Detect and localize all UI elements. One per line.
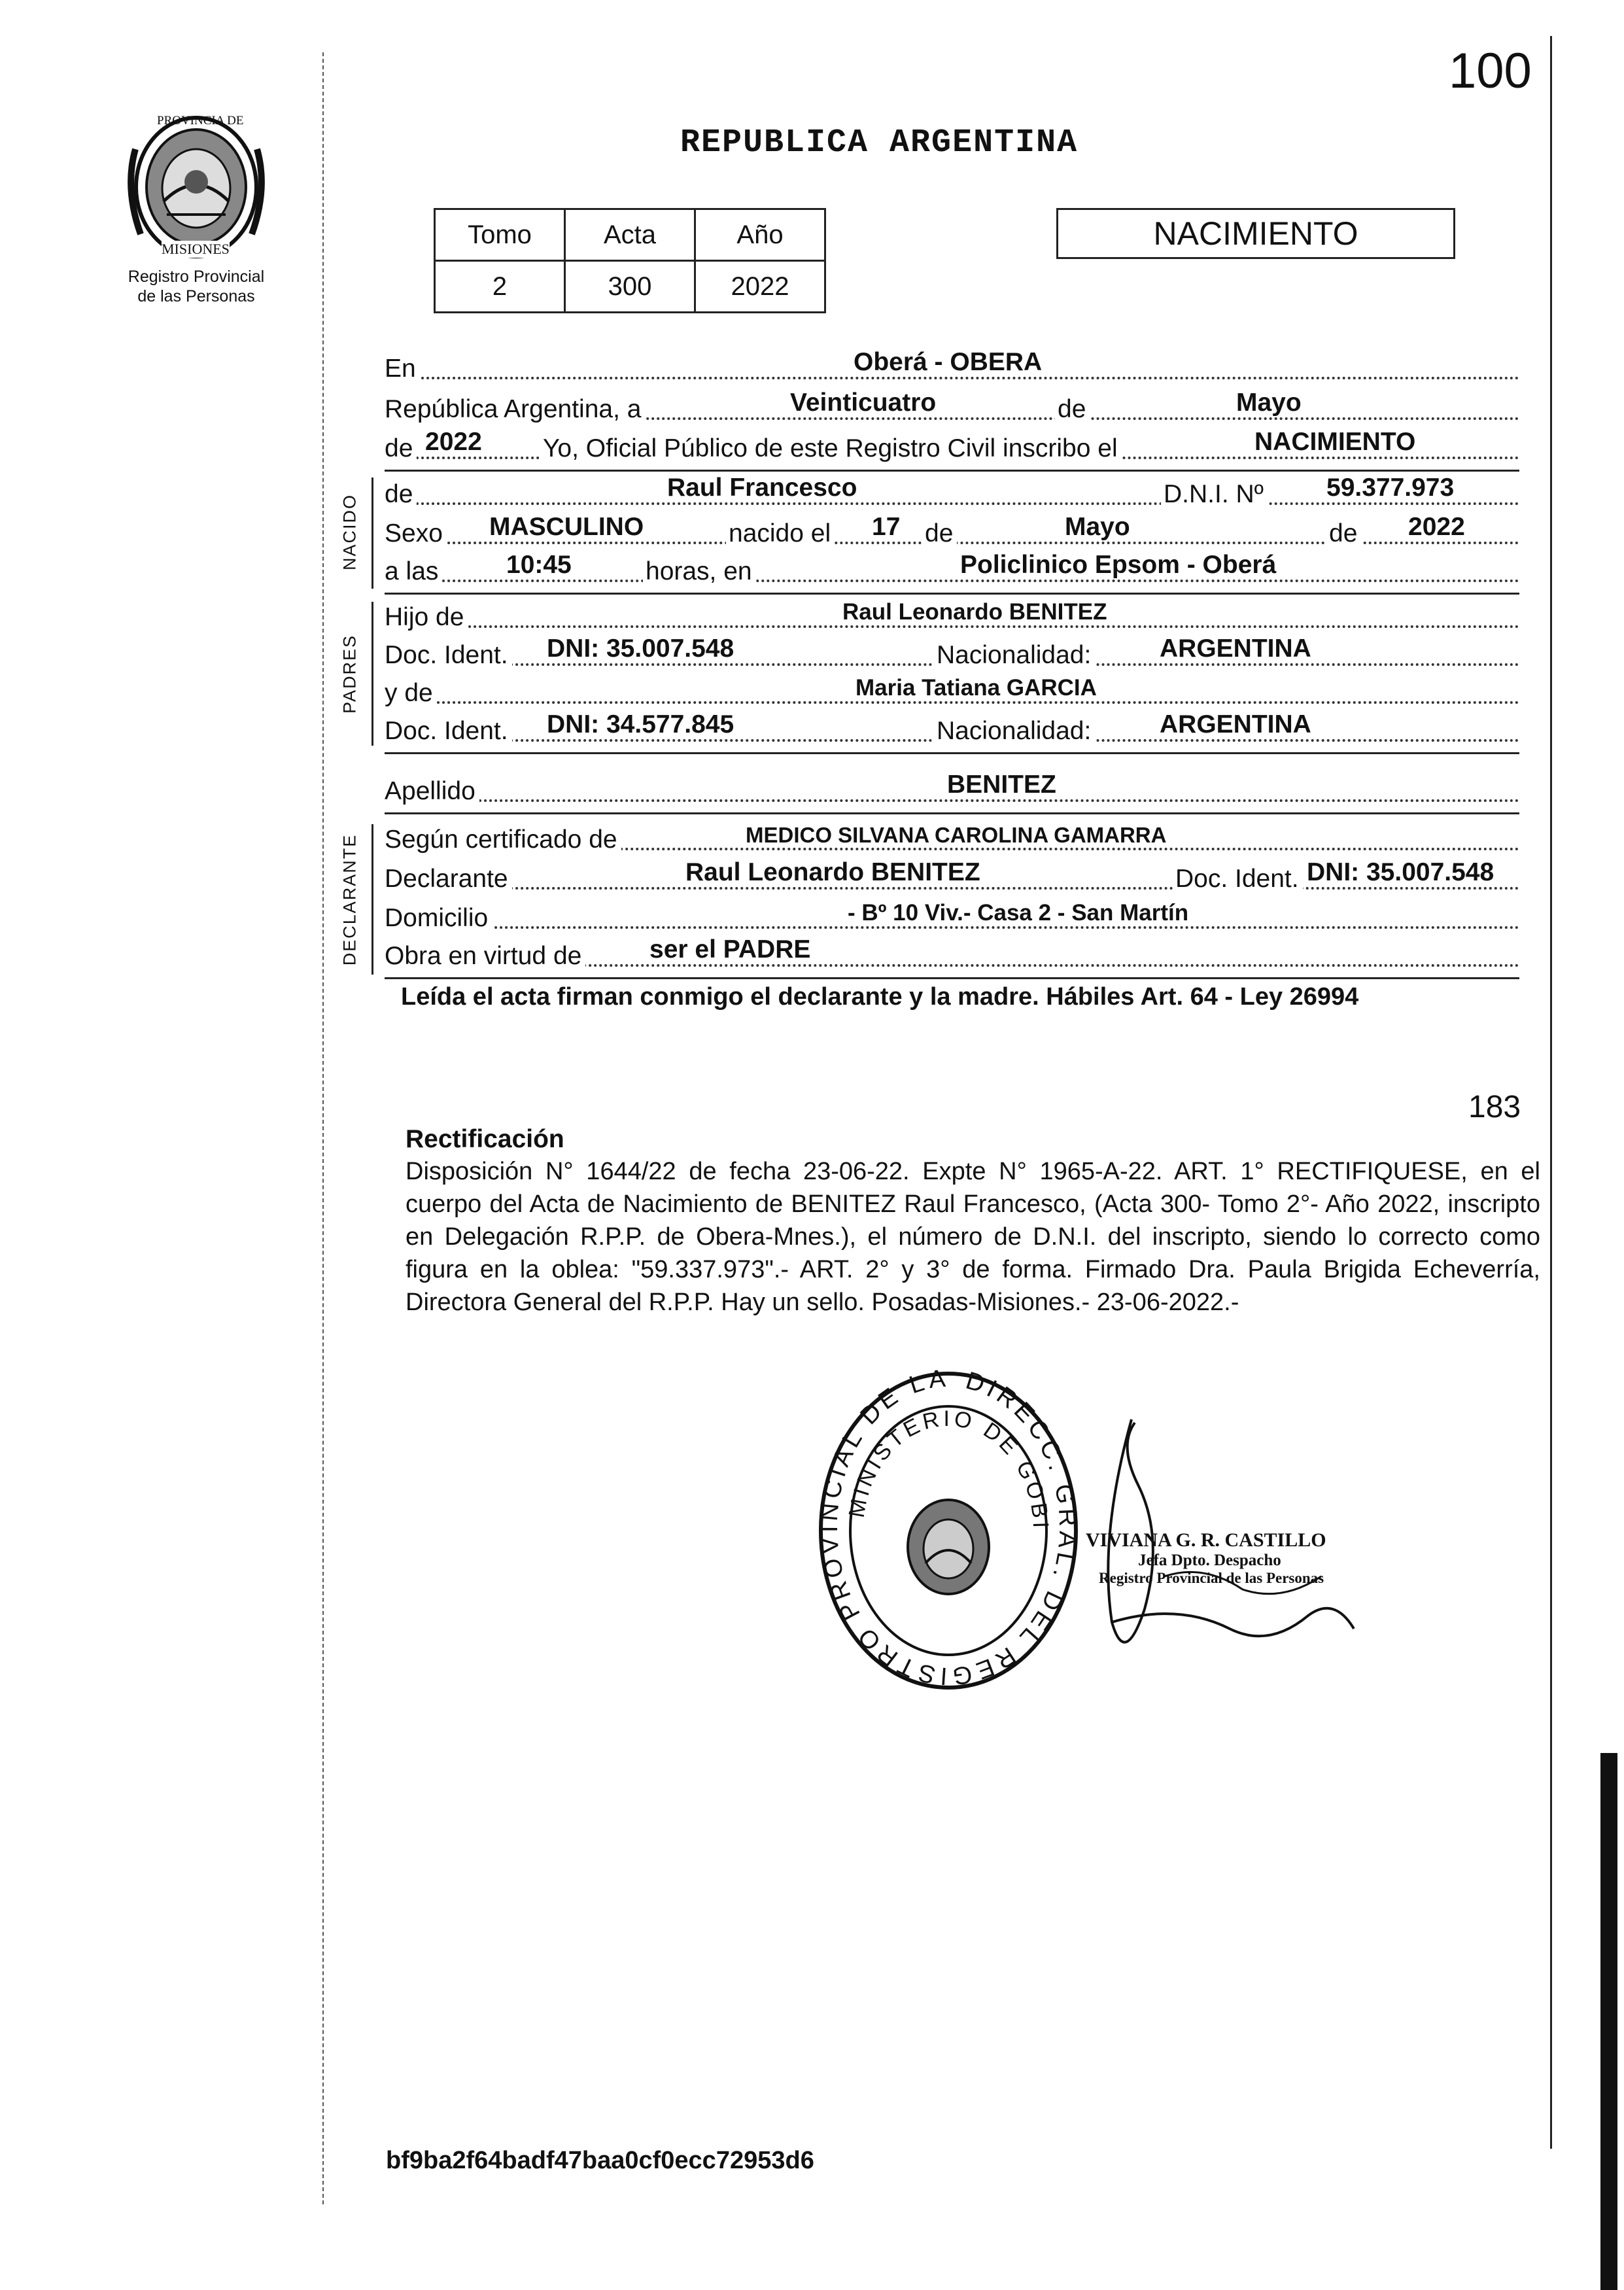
declarante-bracket bbox=[371, 824, 373, 975]
scan-edge bbox=[1600, 1753, 1617, 2290]
padres-section-label: PADRES bbox=[339, 634, 360, 714]
row-year bbox=[385, 426, 1519, 466]
father-doc: DNI: 35.007.548 bbox=[547, 634, 734, 663]
de-label: de bbox=[1055, 395, 1090, 424]
declarant-name: Raul Leonardo BENITEZ bbox=[685, 858, 980, 886]
row-mother-doc bbox=[385, 709, 1519, 748]
declarant-doc: DNI: 35.007.548 bbox=[1307, 858, 1494, 886]
de-label-3: de bbox=[1326, 519, 1361, 548]
time-label: a las bbox=[385, 557, 442, 586]
row-declarant bbox=[385, 857, 1519, 896]
right-margin-line bbox=[1550, 36, 1552, 2149]
address-label: Domicilio bbox=[385, 904, 492, 933]
mother-nat-label: Nacionalidad: bbox=[934, 717, 1095, 746]
book-table-header-row bbox=[435, 209, 825, 261]
row-date bbox=[385, 387, 1519, 426]
registry-line1: Registro Provincial bbox=[128, 268, 265, 286]
book-table-header: Acta bbox=[565, 209, 695, 261]
father-nationality: ARGENTINA bbox=[1160, 634, 1311, 663]
row-place bbox=[385, 347, 1519, 386]
row-certificate bbox=[385, 818, 1519, 857]
birth-time: 10:45 bbox=[506, 551, 572, 579]
book-table-value-row bbox=[435, 261, 825, 313]
year-label: de bbox=[385, 434, 417, 463]
de-label-2: de bbox=[922, 519, 957, 548]
declarant-label: Declarante bbox=[385, 865, 512, 893]
row-time bbox=[385, 549, 1519, 589]
mother-doc-label: Doc. Ident. bbox=[385, 717, 512, 746]
dni-label: D.N.I. Nº bbox=[1161, 480, 1268, 509]
nacido-label: nacido el bbox=[726, 519, 835, 548]
mother-name: Maria Tatiana GARCIA bbox=[855, 675, 1097, 701]
nacido-bracket bbox=[371, 477, 373, 589]
book-table-header: Año bbox=[695, 209, 825, 261]
apellido-label: Apellido bbox=[385, 777, 479, 806]
record-type-box: NACIMIENTO bbox=[1056, 208, 1455, 259]
father-nat-label: Nacionalidad: bbox=[934, 641, 1095, 670]
padres-bracket bbox=[371, 602, 373, 746]
anio-value: 2022 bbox=[695, 261, 825, 313]
row-father-doc bbox=[385, 633, 1519, 672]
registry-line2: de las Personas bbox=[137, 287, 255, 305]
stamp-outer-text: DIRECC. GRAL. DEL REGISTRO PROVINCIAL DE LA bbox=[815, 1367, 1082, 1690]
sexo-value: MASCULINO bbox=[489, 513, 644, 541]
child-name: Raul Francesco bbox=[667, 474, 857, 502]
certificate-value: MEDICO SILVANA CAROLINA GAMARRA bbox=[746, 823, 1167, 847]
row-father bbox=[385, 595, 1519, 634]
birth-place: Policlinico Epsom - Oberá bbox=[960, 551, 1277, 579]
signer-title: Jefa Dpto. Despacho bbox=[1138, 1552, 1281, 1569]
capacity-value: ser el PADRE bbox=[649, 935, 811, 963]
de-name-label: de bbox=[385, 480, 417, 509]
act-value: NACIMIENTO bbox=[1254, 428, 1416, 456]
yde-label: y de bbox=[385, 679, 437, 708]
rectification-number: 183 bbox=[1468, 1090, 1521, 1124]
logo-text-bottom: MISIONES bbox=[162, 241, 230, 257]
row-sex bbox=[385, 512, 1519, 551]
official-stamp bbox=[811, 1367, 1086, 1694]
page-number: 100 bbox=[1449, 43, 1532, 99]
country-label: República Argentina, a bbox=[385, 395, 645, 424]
year-value: 2022 bbox=[425, 428, 482, 456]
book-table-header: Tomo bbox=[435, 209, 565, 261]
declarant-doc-label: Doc. Ident. bbox=[1173, 865, 1303, 893]
statement-text: Yo, Oficial Público de este Registro Civil inscribo el bbox=[540, 434, 1122, 463]
row-mother bbox=[385, 671, 1519, 710]
mother-nationality: ARGENTINA bbox=[1160, 710, 1311, 738]
row-surname bbox=[385, 769, 1519, 808]
birth-month: Mayo bbox=[1065, 513, 1130, 541]
cert-label: Según certificado de bbox=[385, 825, 621, 854]
nacido-section-label: NACIDO bbox=[339, 494, 360, 571]
signer-block bbox=[1086, 1529, 1426, 1587]
sexo-label: Sexo bbox=[385, 519, 447, 548]
surname-value: BENITEZ bbox=[947, 771, 1056, 799]
row-capacity bbox=[385, 934, 1519, 973]
month-value: Mayo bbox=[1236, 389, 1302, 417]
document-hash: bf9ba2f64badf47baa0cf0ecc72953d6 bbox=[386, 2147, 814, 2174]
hijo-label: Hijo de bbox=[385, 603, 468, 632]
logo-text-top: PROVINCIA DE bbox=[157, 114, 244, 128]
registry-name bbox=[98, 267, 294, 306]
row-address bbox=[385, 896, 1519, 935]
birth-year: 2022 bbox=[1408, 513, 1465, 541]
left-margin-line bbox=[322, 52, 324, 2204]
address-value: - Bº 10 Viv.- Casa 2 - San Martín bbox=[848, 900, 1189, 926]
rectification-text: Disposición N° 1644/22 de fecha 23-06-22. Expte N° 1965-A-22. ART. 1° RECTIFIQUESE, en el cuerpo del Acta de Nacimiento de BENITEZ Raul Francesco, (Acta 300- Tomo 2°- Año 2022, inscripto en Delegación R.P.P. de Obera-Mnes.), el número de D.N.I. del inscripto, siendo lo correcto como figura en la oblea: "59.337.973".- ART. 2° y 3° de forma. Firmado Dra. Paula Brigida Echeverría, Directora General del R.P.P. Hay un sello. Posadas-Misiones.- 23-06-2022.- bbox=[406, 1158, 1540, 1316]
en-label: En bbox=[385, 355, 420, 383]
city-value: Oberá - OBERA bbox=[854, 348, 1043, 376]
book-table bbox=[434, 208, 826, 313]
country-title: REPUBLICA ARGENTINA bbox=[680, 124, 1079, 162]
province-logo bbox=[121, 110, 271, 267]
signer-org: Registro Provincial de las Personas bbox=[1099, 1570, 1324, 1586]
declarante-section-label: DECLARANTE bbox=[339, 833, 360, 966]
capacity-label: Obra en virtud de bbox=[385, 942, 585, 971]
closing-statement: Leída el acta firman conmigo el declarante y la madre. Hábiles Art. 64 - Ley 26994 bbox=[401, 983, 1359, 1011]
stamp-seal-icon bbox=[811, 1367, 1086, 1694]
birth-day: 17 bbox=[872, 513, 901, 541]
mother-doc: DNI: 34.577.845 bbox=[547, 710, 734, 738]
father-name: Raul Leonardo BENITEZ bbox=[842, 599, 1107, 625]
row-name bbox=[385, 472, 1519, 512]
rectification-title: Rectificación bbox=[406, 1125, 564, 1153]
stamp-inner-text: MINISTERIO DE GOBI bbox=[844, 1406, 1054, 1532]
acta-value: 300 bbox=[565, 261, 695, 313]
day-value: Veinticuatro bbox=[790, 389, 937, 417]
signer-name: VIVIANA G. R. CASTILLO bbox=[1086, 1529, 1326, 1551]
child-dni: 59.377.973 bbox=[1326, 474, 1455, 502]
tomo-value: 2 bbox=[435, 261, 565, 313]
father-doc-label: Doc. Ident. bbox=[385, 641, 512, 670]
hours-label: horas, en bbox=[643, 557, 756, 586]
